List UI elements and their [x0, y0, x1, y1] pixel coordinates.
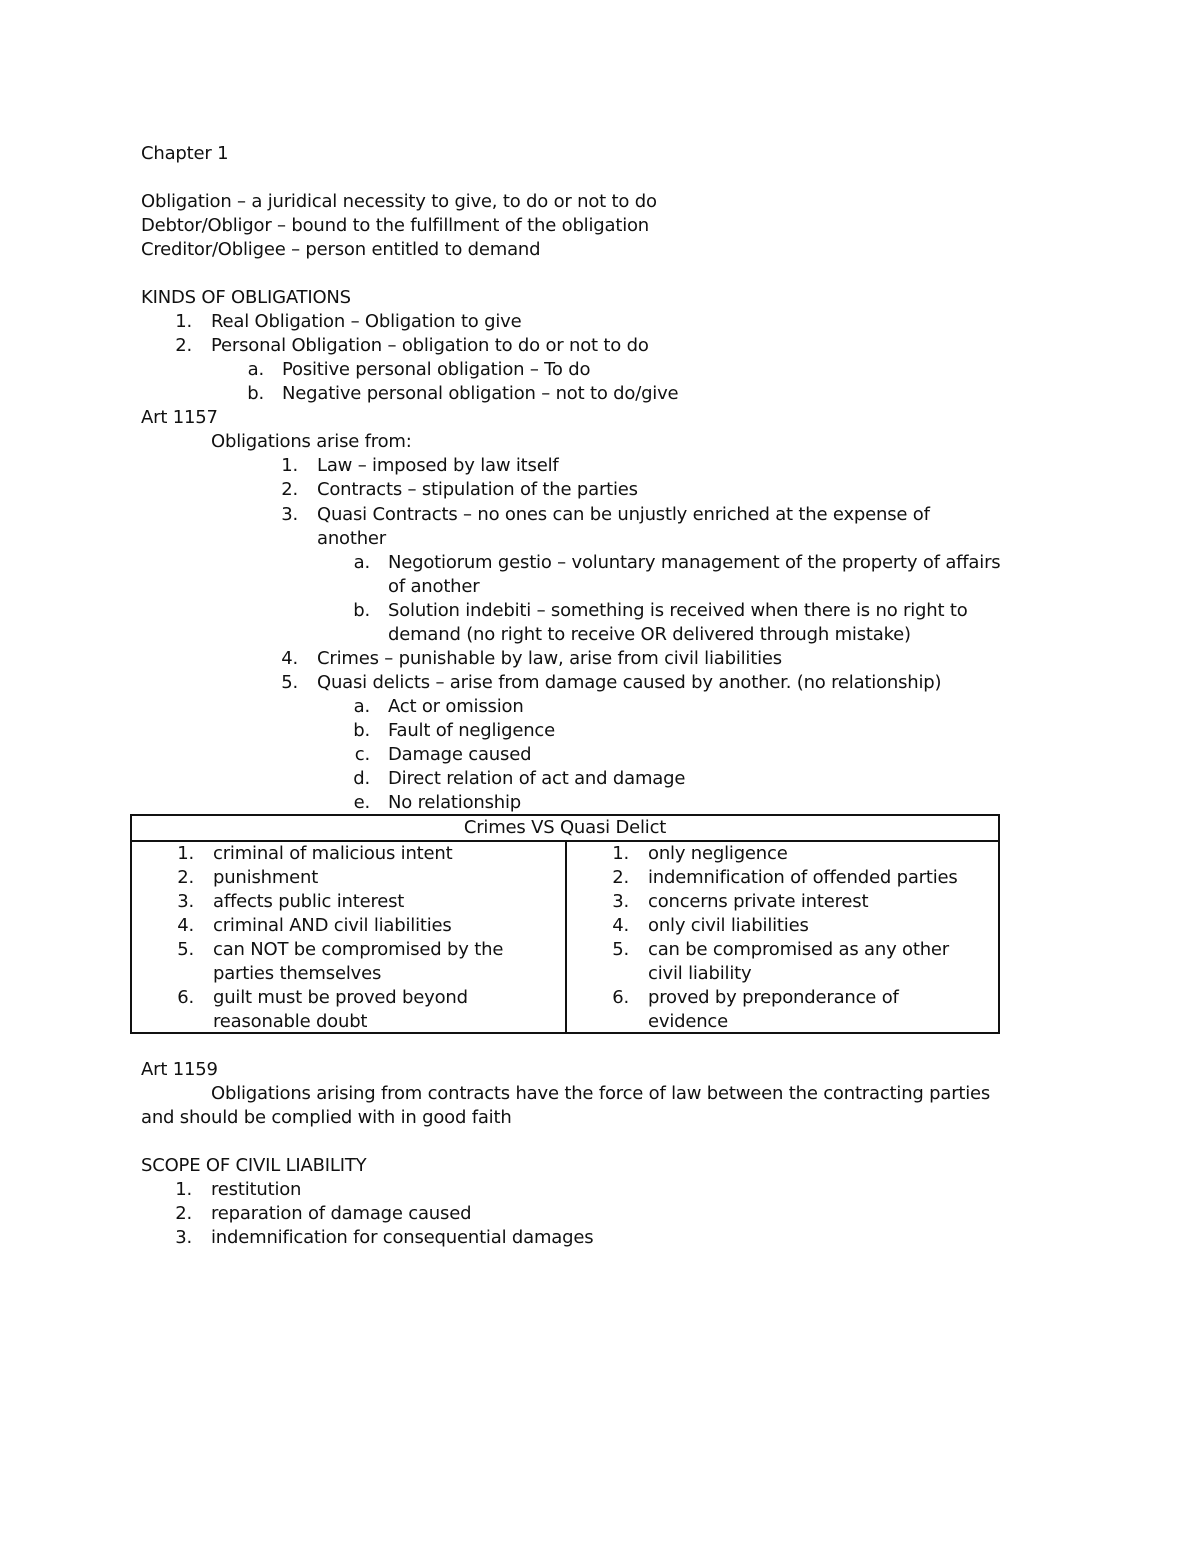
list-marker: b. [353, 600, 370, 621]
list-marker: d. [353, 768, 370, 789]
list-marker: a. [353, 552, 370, 573]
list-item-continuation: demand (no right to receive OR delivered through mistake) [388, 624, 911, 645]
list-marker: 4. [281, 648, 298, 669]
list-item: Negative personal obligation – not to do/give [282, 383, 679, 404]
list-item: Contracts – stipulation of the parties [317, 479, 638, 500]
list-marker: a. [353, 696, 370, 717]
chapter-title: Chapter 1 [141, 143, 229, 164]
list-item: Act or omission [388, 696, 524, 717]
list-item: Positive personal obligation – To do [282, 359, 591, 380]
list-item: Fault of negligence [388, 720, 555, 741]
table-cell-right: proved by preponderance of [648, 987, 899, 1008]
table-cell-left: guilt must be proved beyond [213, 987, 468, 1008]
list-marker: a. [247, 359, 264, 380]
list-marker: 3. [175, 1227, 192, 1248]
table-marker: 2. [177, 867, 194, 888]
crimes-vs-quasi-delict-table [130, 814, 1000, 1034]
list-marker: 3. [281, 504, 298, 525]
table-cell-right-continuation: civil liability [648, 963, 752, 984]
article-text-continuation: and should be complied with in good faith [141, 1107, 512, 1128]
list-item: Quasi delicts – arise from damage caused by another. (no relationship) [317, 672, 942, 693]
list-item: Real Obligation – Obligation to give [211, 311, 522, 332]
definition-debtor: Debtor/Obligor – bound to the fulfillment of the obligation [141, 215, 650, 236]
table-column-divider [565, 842, 567, 1032]
list-item: Direct relation of act and damage [388, 768, 686, 789]
article-intro: Obligations arise from: [211, 431, 412, 452]
table-cell-left: criminal of malicious intent [213, 843, 453, 864]
list-item: restitution [211, 1179, 302, 1200]
list-marker: 5. [281, 672, 298, 693]
table-cell-right: only negligence [648, 843, 788, 864]
table-cell-left: affects public interest [213, 891, 405, 912]
list-item: indemnification for consequential damages [211, 1227, 594, 1248]
table-marker: 6. [177, 987, 194, 1008]
table-marker: 2. [612, 867, 629, 888]
definition-obligation: Obligation – a juridical necessity to give, to do or not to do [141, 191, 657, 212]
kinds-heading: KINDS OF OBLIGATIONS [141, 287, 351, 308]
table-cell-right: can be compromised as any other [648, 939, 949, 960]
list-item-continuation: of another [388, 576, 480, 597]
list-marker: 2. [175, 1203, 192, 1224]
table-cell-left-continuation: reasonable doubt [213, 1011, 368, 1032]
list-marker: b. [353, 720, 370, 741]
definition-creditor: Creditor/Obligee – person entitled to demand [141, 239, 541, 260]
table-cell-left-continuation: parties themselves [213, 963, 382, 984]
table-cell-right: only civil liabilities [648, 915, 809, 936]
list-item: Personal Obligation – obligation to do or not to do [211, 335, 649, 356]
table-cell-right: concerns private interest [648, 891, 869, 912]
article-text: Obligations arising from contracts have the force of law between the contracting parties [211, 1083, 991, 1104]
list-marker: 2. [281, 479, 298, 500]
table-cell-left: punishment [213, 867, 319, 888]
list-marker: 1. [175, 311, 192, 332]
table-cell-right-continuation: evidence [648, 1011, 729, 1032]
list-item: Negotiorum gestio – voluntary management of the property of affairs [388, 552, 1001, 573]
table-marker: 5. [177, 939, 194, 960]
list-item: Solution indebiti – something is received when there is no right to [388, 600, 968, 621]
table-marker: 6. [612, 987, 629, 1008]
table-marker: 3. [612, 891, 629, 912]
table-marker: 3. [177, 891, 194, 912]
list-marker: 1. [175, 1179, 192, 1200]
scope-heading: SCOPE OF CIVIL LIABILITY [141, 1155, 367, 1176]
list-item: Damage caused [388, 744, 532, 765]
article-heading: Art 1157 [141, 407, 218, 428]
table-cell-left: criminal AND civil liabilities [213, 915, 452, 936]
table-cell-left: can NOT be compromised by the [213, 939, 504, 960]
list-item: reparation of damage caused [211, 1203, 472, 1224]
list-item-continuation: another [317, 528, 386, 549]
list-marker: 2. [175, 335, 192, 356]
list-marker: e. [353, 792, 370, 813]
table-marker: 5. [612, 939, 629, 960]
table-marker: 1. [177, 843, 194, 864]
list-item: Crimes – punishable by law, arise from civil liabilities [317, 648, 782, 669]
table-cell-right: indemnification of offended parties [648, 867, 958, 888]
article-heading: Art 1159 [141, 1059, 218, 1080]
list-item: No relationship [388, 792, 522, 813]
table-title: Crimes VS Quasi Delict [132, 816, 998, 842]
table-marker: 4. [177, 915, 194, 936]
list-marker: b. [247, 383, 264, 404]
list-marker: c. [354, 744, 370, 765]
table-marker: 1. [612, 843, 629, 864]
list-marker: 1. [281, 455, 298, 476]
list-item: Law – imposed by law itself [317, 455, 559, 476]
list-item: Quasi Contracts – no ones can be unjustly enriched at the expense of [317, 504, 930, 525]
table-marker: 4. [612, 915, 629, 936]
